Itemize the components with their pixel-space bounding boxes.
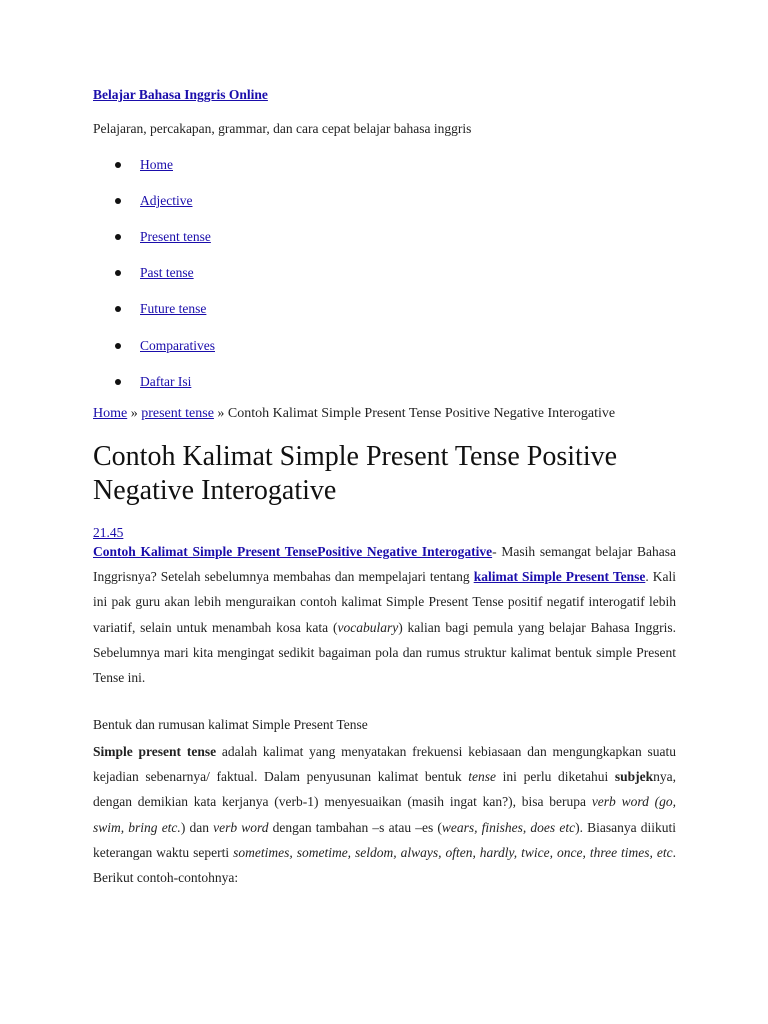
bullet-icon — [115, 162, 121, 168]
definition-paragraph — [93, 739, 676, 890]
nav-item-comparatives — [93, 327, 215, 363]
nav-item-daftar-isi — [93, 364, 215, 400]
paragraph-text: dengan tambahan –s atau –es ( — [268, 819, 442, 835]
paragraph-italic: vocabulary — [337, 619, 399, 635]
paragraph-text: . Berikut contoh-contohnya: — [93, 844, 676, 886]
breadcrumb-current: Contoh Kalimat Simple Present Tense Positive Negative Interogative — [227, 406, 616, 421]
paragraph-text: ini perlu diketahui — [496, 769, 615, 785]
nav-item-past-tense — [93, 255, 215, 291]
breadcrumb-home-link[interactable]: Home — [93, 406, 128, 421]
nav-link-adjective[interactable]: Adjective — [140, 193, 193, 209]
nav-menu — [93, 147, 215, 400]
nav-item-adjective — [93, 183, 215, 219]
paragraph-text: ). Biasanya diikuti keterangan waktu seperti — [93, 819, 676, 860]
bullet-icon — [115, 343, 121, 349]
bullet-icon — [115, 379, 121, 385]
breadcrumb-separator: » — [127, 406, 142, 421]
simple-present-tense-link[interactable]: kalimat Simple Present Tense — [473, 569, 646, 585]
paragraph-italic: verb word (go, swim, bring etc. — [93, 794, 676, 835]
paragraph-text: adalah kalimat yang menyatakan frekuensi kebiasaan dan mengungkapkan suatu kejadian sebenarnya/ faktual. Dalam penyusunan kalimat bentuk — [93, 744, 677, 785]
paragraph-text: ) kalian bagi pemula yang belajar Bahasa Inggris. Sebelumnya mari kita mengingat sedikit bagaiman pola dan rumus struktur kalimat bentuk simple Present Tense ini. — [93, 619, 677, 686]
paragraph-italic: verb word — [213, 819, 269, 835]
nav-item-home — [93, 147, 215, 183]
nav-link-home[interactable]: Home — [140, 157, 173, 173]
nav-item-present-tense — [93, 219, 215, 255]
bullet-icon — [115, 306, 121, 312]
breadcrumb-separator: » — [213, 406, 228, 421]
blog-title-link[interactable]: Belajar Bahasa Inggris Online — [93, 87, 268, 102]
paragraph-text: nya, dengan demikian kata kerjanya (verb-1) menyesuaikan (masih ingat kan?), bisa berupa — [93, 769, 676, 810]
bullet-icon — [115, 234, 121, 240]
paragraph-text: ) dan — [180, 819, 214, 835]
breadcrumb — [93, 406, 615, 422]
breadcrumb-category-link[interactable]: present tense — [141, 406, 214, 421]
nav-link-daftar-isi[interactable]: Daftar Isi — [140, 373, 192, 389]
paragraph-italic: sometimes, sometime, seldom, always, often, hardly, twice, once, three times, etc — [233, 844, 673, 860]
post-title-link[interactable]: Contoh Kalimat Simple Present TensePositive Negative Interogative — [93, 544, 493, 559]
nav-link-present-tense[interactable]: Present tense — [140, 229, 211, 245]
post-timestamp-link[interactable]: 21.45 — [93, 525, 124, 540]
nav-item-future-tense — [93, 291, 215, 327]
paragraph-bold: Simple present tense — [93, 744, 217, 759]
nav-link-past-tense[interactable]: Past tense — [140, 265, 194, 281]
section-heading: Bentuk dan rumusan kalimat Simple Present Tense — [93, 717, 368, 732]
paragraph-text: - Masih semangat belajar Bahasa Inggrisnya? Setelah sebelumnya membahas dan mempelajari tentang — [93, 544, 676, 585]
paragraph-italic: wears, finishes, does etc — [441, 819, 576, 835]
paragraph-italic: tense — [468, 769, 497, 785]
nav-link-comparatives[interactable]: Comparatives — [140, 337, 215, 353]
bullet-icon — [115, 198, 121, 204]
nav-link-future-tense[interactable]: Future tense — [140, 301, 207, 317]
paragraph-text: . Kali ini pak guru akan lebih menguraikan contoh kalimat Simple Present Tense positif negatif interogatif lebih variatif, selain untuk menambah kosa kata ( — [93, 569, 676, 635]
post-title: Contoh Kalimat Simple Present Tense Positive Negative Interogative — [93, 441, 618, 506]
paragraph-bold: subjek — [614, 769, 654, 785]
blog-description: Pelajaran, percakapan, grammar, dan cara cepat belajar bahasa inggris — [93, 121, 472, 136]
bullet-icon — [115, 270, 121, 276]
intro-paragraph — [93, 539, 676, 690]
